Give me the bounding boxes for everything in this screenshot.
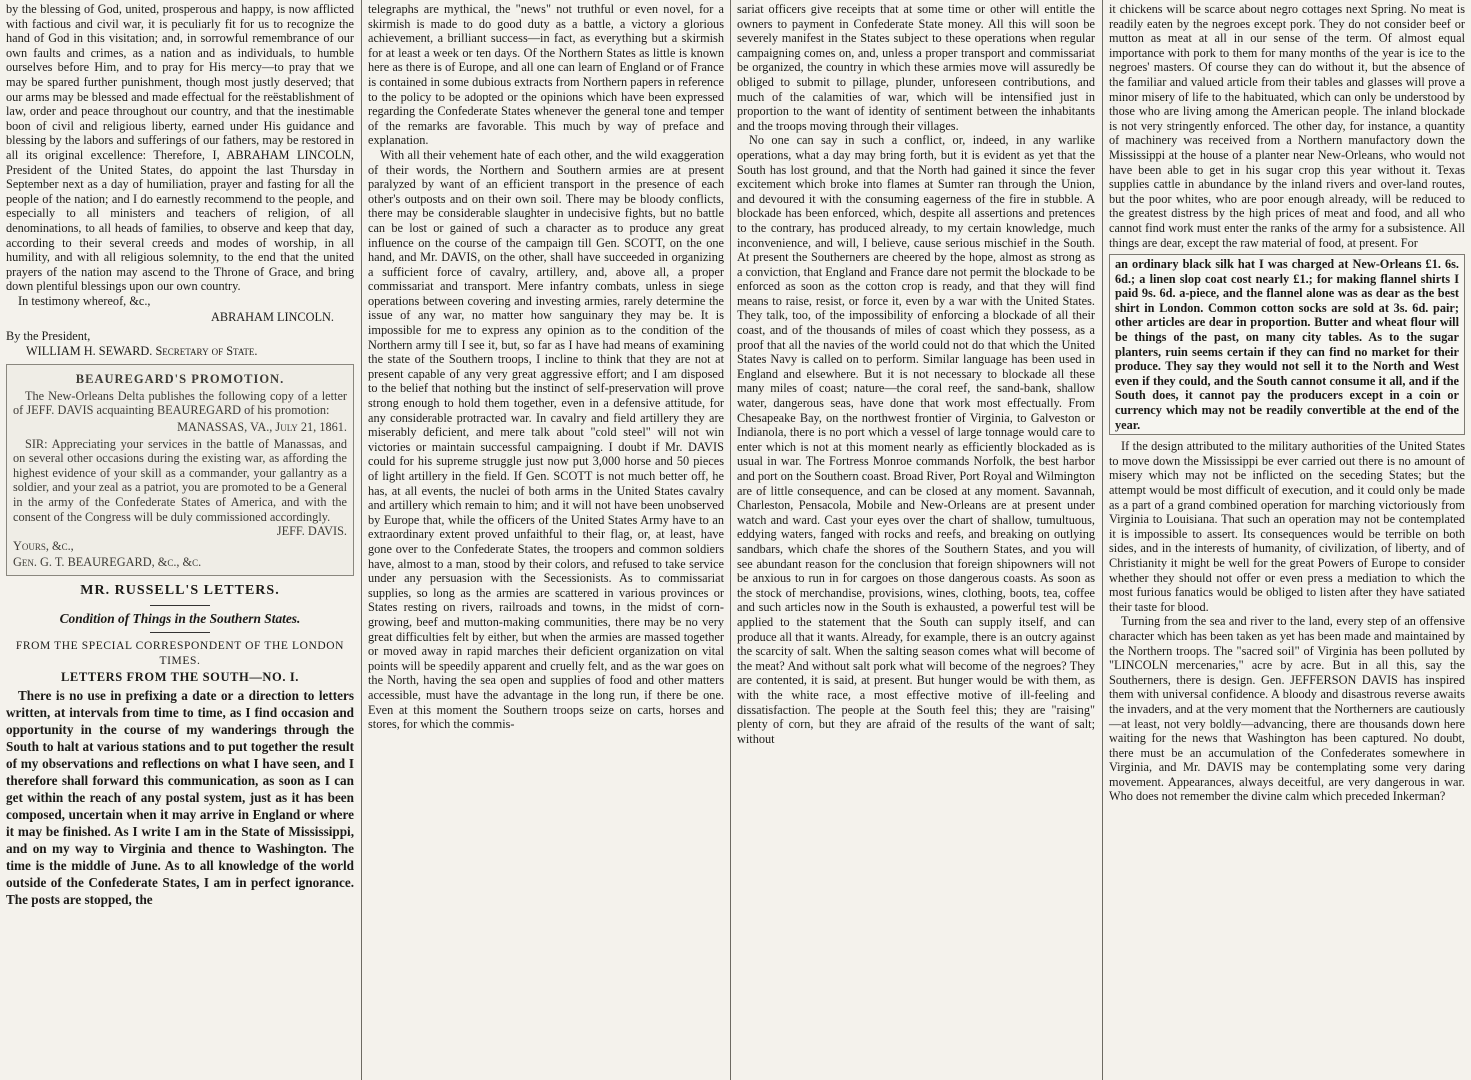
prices-inset: an ordinary black silk hat I was charged at New-Orleans £1. 6s. 6d.; a linen slop coat cost nearly £1.; for making flannel shirts I paid 9s. 6d. a-piece, and the flannel alone was as dear as the best shirt in London. Common cotton socks are sold at 3s. 6d. pair; other articles are dear in proportion. Butter and wheat flour will be things of the past, on many city tables. As to the sugar planters, ruin seems certain if they can find no market for their produce. They say they would not sell it to the North and West even if they could, and the South cannot consume it all, and if the South does, it cannot pay the producers except in a coin or currency which may not be readily convertible at the end of the year. — [1109, 254, 1465, 435]
correspondent-heading: FROM THE SPECIAL CORRESPONDENT OF THE LONDON TIMES. — [15, 640, 345, 667]
beauregard-box — [6, 364, 354, 576]
by-president-line: By the President, — [6, 329, 91, 344]
col3-paragraph-2: No one can say in such a conflict, or, indeed, in any warlike operations, what a day may bring forth, but it is evident as yet that the South has lost ground, and that the North had gained it since the fever excitement which broke into flames at Sumter ran through the Union, and devoured it with the consuming eagerness of the fire in stubble. A blockade has been enforced, which, despite all assertions and pretences to the contrary, has produced already, to my certain knowledge, much inconvenience, and will, I believe, cause serious mischief in the South. At present the Southerners are cheered by the hope, almost as strong as a conviction, that England and France dare not permit the blockade to be enforced as soon as the cotton crop is ready, and that they will find means to raise, resist, or force it, even by a war with the United States. They talk, too, of the impossibility of enforcing a blockade of all their coast, and of the thousands of miles of coast which they possess, as a proof that all the navies of the world could not do that which the United States Navy is called on to perform. Similar language has been used in England and elsewhere. But it is not necessary to blockade all these many miles of coast; nature—the coral reef, the sand-bank, shallow water, dangerous seas, have done that work most effectually. From Chesapeake Bay, on the northwest frontier of Virginia, to Galveston or Indianola, there is no port which a vessel of large tonnage would care to enter which is not at this moment nearly as efficiently blockaded as is usual in war. The Fortress Monroe commands Norfolk, the best harbor and port on the Southern coast. Broad River, Port Royal and Wilmington are of little consequence, and can be closed at any moment. Savannah, Charleston, Pensacola, Mobile and New-Orleans are at present under watch and ward. Cast your eyes over the chart of shallow, tumultuous, eddying waters, fanged with rocks and reefs, and breaking on outlying sandbars, which chafe the shores of the Southern States, and you will see abundant reason for the conclusion that foreign shipowners will not be anxious to run in for cargoes on those dangerous coasts. As soon as the stock of merchandise, provisions, wines, clothing, boots, tea, coffee and such articles now in the South is exhausted, a powerful test will be applied to the statement that the South can supply itself, and can produce all that it wants. Already, for example, there is an outcry against the scarcity of salt. When the salting season comes what will become of the meat? And without salt pork what will become of the negroes? They are contented, it is said, at present. But hunger would be with them, as with the white race, a most effective motive of ill-feeling and dissatisfaction. The people at the South feel this; they are "raising" plenty of corn, but they are afraid of the results of the want of salt; without — [737, 133, 1095, 746]
letters-heading: LETTERS FROM THE SOUTH—NO. I. — [60, 670, 300, 685]
beauregard-letter: SIR: Appreciating your services in the battle of Manassas, and on several other occasions during the existing war, as affording the highest evidence of your skill as a commander, your gallantry as a soldier, and your zeal as a patriot, you are promoted to be a General in the army of the Confederate States of America, and with the consent of the Congress will be duly commissioned accordingly. — [13, 436, 347, 524]
column-4 — [1103, 0, 1471, 1080]
seward-line: WILLIAM H. SEWARD. Secretary of State. — [26, 343, 258, 358]
column-1 — [0, 0, 360, 1080]
jeff-davis-signature: JEFF. DAVIS. — [276, 524, 347, 539]
beauregard-dateline: MANASSAS, VA., July 21, 1861. — [177, 420, 347, 435]
beauregard-heading: BEAUREGARD'S PROMOTION. — [75, 372, 285, 387]
beauregard-intro: The New-Orleans Delta publishes the following copy of a letter of JEFF. DAVIS acquainting BEAUREGARD of his promotion: — [13, 388, 347, 418]
col4-paragraph-2: If the design attributed to the military authorities of the United States to move down the Mississippi be ever carried out there is no amount of misery which may not be inflicted on the seceding States; but the attempt would be most difficult of execution, and it could only be made as a part of a grand combined operation for marching victoriously from Virginia to Louisiana. That such an operation may not be contemplated it is impossible to assert. Its consequences would be terrible on both sides, and in the interests of humanity, of civilization, of liberty, and of Christianity it might be well for the great Powers of Europe to consider whether they should not offer or even press a mediation to which the most furious fanatics would be obliged to listen after they have satiated their taste for blood. — [1109, 439, 1465, 614]
col2-paragraph-1: telegraphs are mythical, the "news" not truthful or even novel, for a skirmish is made to do good duty as a battle, a victory a glorious achievement, a brilliant success—in fact, as everything but a skirmish for at least a week or ten days. Of the Northern States as little is known here as there is of Europe, and all one can learn of England or of France is contained in some dubious extracts from Northern papers in reference to the policy to be adopted or the opinions which have been expressed regarding the Confederate States whenever the general tone and temper of the remarks are favorable. This much by way of preface and explanation. — [368, 2, 724, 148]
col3-paragraph-1: sariat officers give receipts that at some time or other will entitle the owners to payment in Confederate State money. All this will soon be severely manifest in the States subject to these operations when regular campaigning comes on, and, unless a proper transport and commissariat be organized, the country in which these armies move will assuredly be obliged to submit to pillage, plunder, unforeseen contributions, and much of the calamities of war, which will be intensified just in proportion to the want of identity of sentiment between the inhabitants and the troops moving through their villages. — [737, 2, 1095, 133]
heading-divider — [150, 605, 210, 606]
col4-paragraph-1: it chickens will be scarce about negro cottages next Spring. No meat is readily eaten by the negroes except pork. They do not consider beef or mutton as meat at all in our sense of the term. Of almost equal importance with pork to them for many months of the year is ice to the negroes' masters. Of course they can do without it, but the absence of the familiar and valued article from their tables and glasses will prove a minor misery of life to the habituated, which can only be understood by those who are living among the American people. The inland blockade is not very stringently enforced. The other day, for instance, a quantity of machinery was received from a Northern manufactory down the Mississippi at the house of a planter near New-Orleans, who would not have been able to get in his sugar crop this year without it. Texas supplies cattle in abundance by the inland rivers and over-land routes, but the poor whites, who are poor enough already, will be reduced to the greatest distress by the high prices of meat and food, and all who cannot find work must enter the ranks of the army for a subsistence. All things are dear, except the raw material of food, at present. For — [1109, 2, 1465, 250]
col2-paragraph-2: With all their vehement hate of each other, and the wild exaggeration of their words, the Northern and Southern armies are at present paralyzed by want of an efficient transport in the presence of each other's outposts and on their own soil. There may be bloody conflicts, there may be considerable slaughter in undecisive fights, but no battle can be lost or gained of such a character as to produce any great influence on the course of the campaign till Gen. SCOTT, on the one hand, and Mr. DAVIS, on the other, shall have succeeded in organizing a sufficient force of cavalry, artillery, and, above all, a proper commissariat and transport. Mere infantry combats, unless in siege operations between covering and investing armies, rarely determine the issue of any war, no matter how sanguinary they may be. It is impossible for me to express any opinion as to the condition of the Northern army till I see it, but, so far as I have had means of examining the state of the Southern troops, I incline to think that they are not at present capable of any very great aggressive effort; and I am disposed to the belief that nothing but the instinct of self-preservation will prove strong enough to hold them together, even in a defensive attitude, for any considerable protracted war. In cavalry and field artillery they are miserably deficient, and mere talk about "cold steel" will not win victories or maintain successful campaigning. I doubt if Mr. DAVIS could for his supreme struggle just now put 3,000 horse and 50 pieces of light artillery in the field. If Gen. SCOTT is not much better off, he has, at all events, the nuclei of both arms in the United States cavalry and artillery which remain to him; and it will not have been unobserved by Europe that, while the officers of the United States Army have to an extraordinary extent proved unfaithful to their flag, or, at least, have gone over to the Confederate States, the troopers and common soldiers have, almost to a man, stood by their colors, and refused to take service under any persuasion with the Secessionists. As to commissariat supplies, so long as the armies are scattered in various provinces or States resting on rivers, railroads and towns, in the midst of corn-growing, beef and mutton-making communities, there may be no very great difficulties felt by either, but when the armies are massed together or moved away in rapid marches their deficient organization on vital points will be speedily apparent and cruelly felt, and as the war goes on the North, having the sea open and supplies of food and other matters accessible, must have the advantage in the long run, if there be one. Even at this moment the Southern troops seize on carts, horses and stores, for which the commis- — [368, 147, 724, 732]
lincoln-signature: ABRAHAM LINCOLN. — [211, 310, 334, 325]
beauregard-closing: Yours, &c., — [13, 538, 74, 553]
condition-heading: Condition of Things in the Southern States. — [59, 610, 301, 626]
col4-paragraph-3: Turning from the sea and river to the land, every step of an offensive character which has been taken as yet has been made and maintained by the Northern troops. The "sacred soil" of Virginia has been polluted by "LINCOLN mercenaries," acre by acre. But in all this, say the Southerners, there is design. Gen. JEFFERSON DAVIS has inspired them with universal confidence. A bloody and disastrous reverse awaits the invaders, and at the very moment that the Northerners are cautiously—at least, not very boldly—advancing, there are thousands down here waiting for the news that Washington has been captured. No doubt, there must be an accumulation of the Confederates somewhere in Virginia, and Mr. DAVIS may be contemplating some very daring movement. Appearances, always deceitful, are very dangerous in war. Who does not remember the divine calm which preceded Inkerman? — [1109, 614, 1465, 804]
column-3 — [731, 0, 1101, 1080]
heading-divider — [150, 632, 210, 633]
proclamation-text: by the blessing of God, united, prosperous and happy, is now afflicted with factious and civil war, it is peculiarly fit for us to recognize the hand of God in this visitation; and, in sorrowful remembrance of our own faults and crimes, as a nation and as individuals, to humble ourselves before Him, and to pray for His mercy—to pray that we may be spared further punishment, though most justly deserved; that our arms may be blessed and made effectual for the reëstablishment of law, order and peace throughout our country, and that the inestimable boon of civil and religious liberty, earned under His guidance and blessing by the labors and sufferings of our fathers, may be restored in all its original excellence: Therefore, I, ABRAHAM LINCOLN, President of the United States, do appoint the last Thursday in September next as a day of humiliation, prayer and fasting for all the people of the nation; and I do earnestly recommend to the people, and especially to all ministers and teachers of religion, of all denominations, to all heads of families, to observe and keep that day, according to their several creeds and modes of worship, in all humility, and with all religious solemnity, to the end that the united prayers of the nation may ascend to the Throne of Grace, and bring down plentiful blessings upon our own country. — [6, 2, 354, 294]
column-2 — [362, 0, 730, 1080]
letters-body: There is no use in prefixing a date or a direction to letters written, at intervals from time to time, as I find occasion and opportunity in the course of my wanderings through the South to halt at various stations and to put together the result of my observations and reflections on what I have seen, and I therefore shall forward this communication, as soon as I can get within the reach of any postal system, just as it has been composed, uncertain when it may arrive in England or where it may be finished. As I write I am in the State of Mississippi, and on my way to Virginia and thence to Washington. The time is the middle of June. As to all knowledge of the world outside of the Confederate States, I am in perfect ignorance. The posts are stopped, the — [6, 687, 354, 907]
beauregard-addressee: Gen. G. T. BEAUREGARD, &c., &c. — [13, 555, 202, 570]
russell-letters-heading: MR. RUSSELL'S LETTERS. — [80, 582, 280, 598]
testimony-line: In testimony whereof, &c., — [18, 293, 151, 308]
